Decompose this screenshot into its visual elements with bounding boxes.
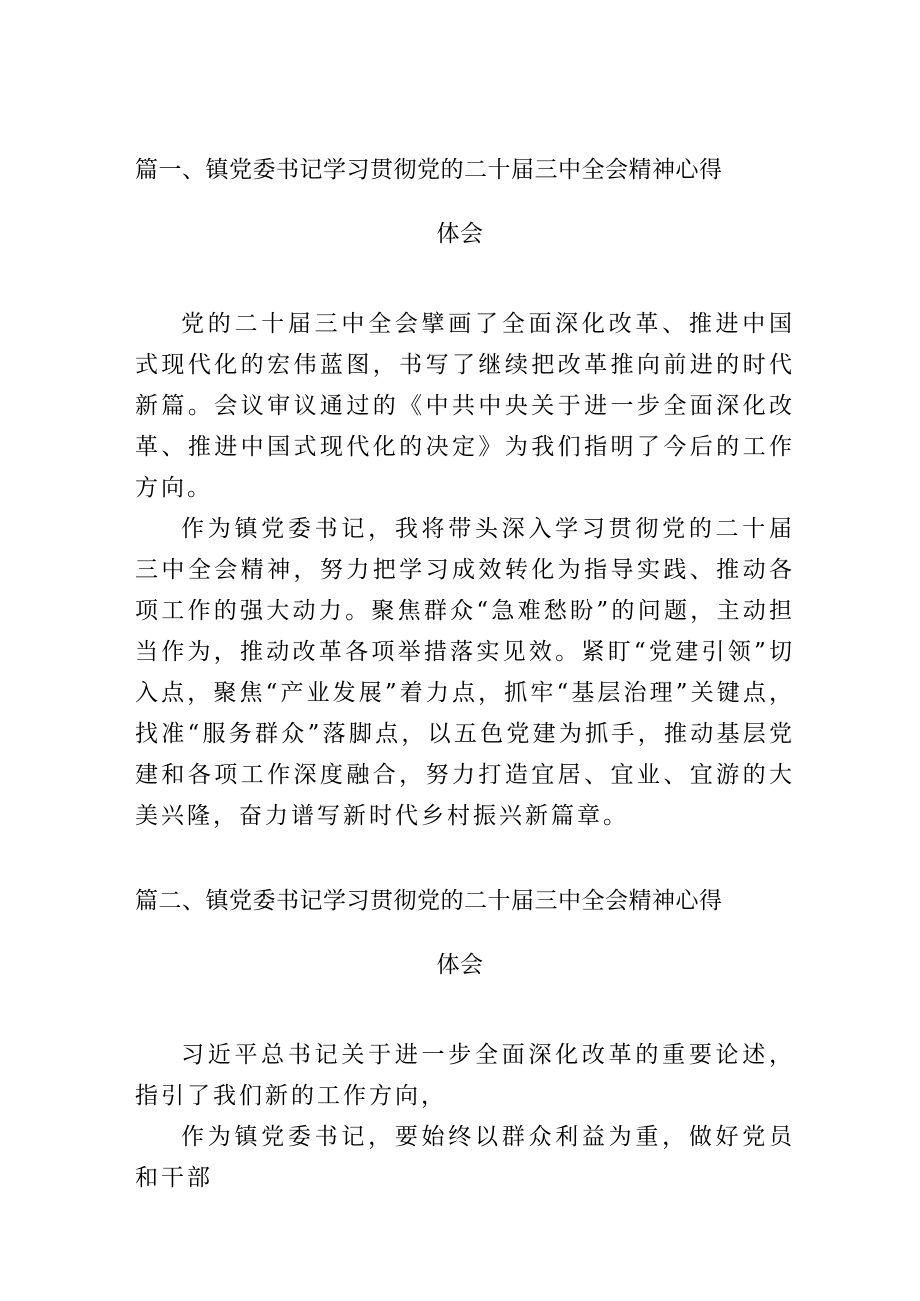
section-2-title-line-1: 篇二、镇党委书记学习贯彻党的二十届三中全会精神心得 bbox=[135, 888, 723, 914]
section-1-title-line-1: 篇一、镇党委书记学习贯彻党的二十届三中全会精神心得 bbox=[135, 157, 723, 183]
section-2-paragraph-1: 习近平总书记关于进一步全面深化改革的重要论述，指引了我们新的工作方向， bbox=[135, 1042, 795, 1109]
section-2-paragraph-2: 作为镇党委书记，要始终以群众利益为重，做好党员和干部 bbox=[135, 1124, 795, 1191]
section-1-title bbox=[135, 138, 785, 266]
section-1-paragraph-1: 党的二十届三中全会擘画了全面深化改革、推进中国式现代化的宏伟蓝图，书写了继续把改革推向前进的时代新篇。会议审议通过的《中共中央关于进一步全面深化改革、推进中国式现代化的决定》为我们指明了今后的工作方向。 bbox=[135, 311, 795, 501]
section-1-title-line-2: 体会 bbox=[436, 221, 484, 247]
section-1-paragraph-2: 作为镇党委书记，我将带头深入学习贯彻党的二十届三中全会精神，努力把学习成效转化为指导实践、推动各项工作的强大动力。聚焦群众“急难愁盼”的问题，主动担当作为，推动改革各项举措落实见效。紧盯“党建引领”切入点，聚焦“产业发展”着力点，抓牢“基层治理”关键点，找准“服务群众”落脚点，以五色党建为抓手，推动基层党建和各项工作深度融合，努力打造宜居、宜业、宜游的大美兴隆，奋力谱写新时代乡村振兴新篇章。 bbox=[135, 516, 795, 829]
section-2-title-line-2: 体会 bbox=[436, 952, 484, 978]
section-2-title bbox=[135, 869, 785, 997]
